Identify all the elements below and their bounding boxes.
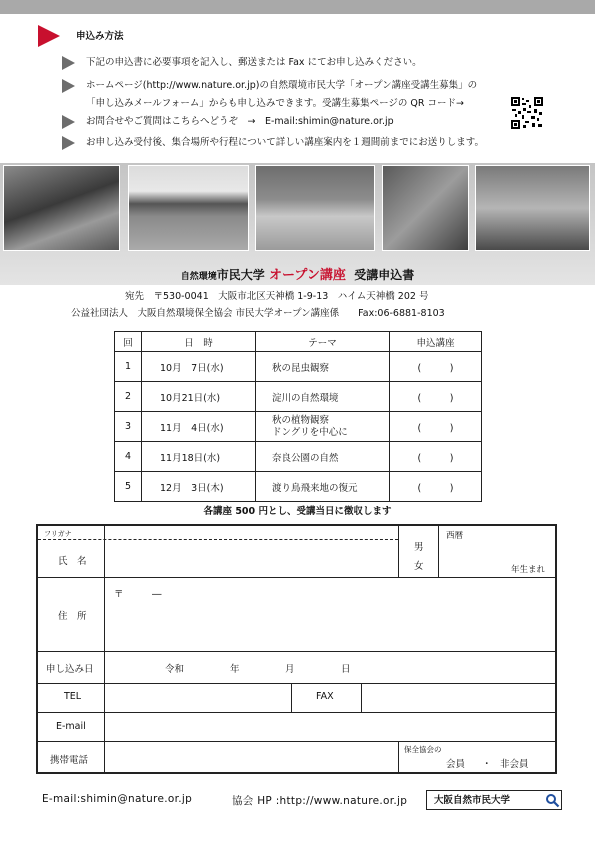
member-separator: ・	[482, 759, 492, 770]
instruction-line-5: お申し込み受付後、集合場所や行程について詳しい講座案内を１週間前までにお送りします。	[86, 137, 485, 148]
row-theme: 淀川の自然環境	[256, 382, 390, 412]
tel-field[interactable]	[105, 684, 290, 711]
table-row	[115, 442, 482, 472]
gender-male[interactable]: 男	[414, 542, 424, 553]
row-apply[interactable]: ( )	[390, 442, 482, 472]
mobile-field[interactable]	[105, 742, 397, 771]
email-field[interactable]	[105, 713, 554, 740]
top-bar	[0, 0, 595, 14]
red-triangle-icon	[38, 25, 60, 47]
title-prefix: 自然環境	[180, 272, 217, 282]
section-heading: 申込み方法	[76, 31, 124, 42]
name-field[interactable]	[105, 540, 397, 576]
instruction-line-1: 下記の申込書に必要事項を記入し、郵送または Fax にてお申し込みください。	[86, 57, 422, 68]
mobile-label: 携帯電話	[50, 755, 89, 766]
photo-bird-on-branch	[382, 165, 469, 251]
row-no: 5	[115, 472, 142, 502]
row-date: 10月 7日(水)	[142, 352, 256, 382]
email-label: E-mail	[56, 721, 86, 732]
photo-riverside-group	[128, 165, 249, 251]
month-label: 月	[285, 664, 295, 675]
row-apply[interactable]: ( )	[390, 382, 482, 412]
fax-field[interactable]	[362, 684, 554, 711]
search-icon[interactable]	[545, 793, 560, 808]
date-label: 申し込み日	[46, 664, 94, 675]
bullet-arrow-icon	[62, 56, 75, 70]
reiwa-label: 令和	[165, 664, 185, 675]
title-suffix: 受講申込書	[354, 268, 415, 282]
member-option[interactable]: 会員	[446, 759, 466, 770]
address-label: 住 所	[58, 611, 87, 622]
photo-ducks	[3, 165, 120, 251]
header-date: 日 時	[142, 332, 256, 352]
year-label: 年	[230, 664, 240, 675]
member-caption: 保全協会の	[404, 745, 442, 754]
schedule-header-row	[115, 332, 482, 352]
era-label: 西暦	[446, 531, 464, 541]
born-label: 年生まれ	[511, 565, 546, 575]
photo-park-group	[255, 165, 375, 251]
fee-note: 各講座 500 円とし、受講当日に徴収します	[203, 506, 392, 517]
row-theme: 奈良公園の自然	[256, 442, 390, 472]
instruction-line-3: 「申し込みメールフォーム」からも申し込みできます。受講生募集ページの QR コード→	[86, 98, 464, 109]
header-apply: 申込講座	[390, 332, 482, 352]
table-row	[115, 352, 482, 382]
row-no: 4	[115, 442, 142, 472]
title-highlight: オープン講座	[269, 268, 346, 283]
row-apply[interactable]: ( )	[390, 412, 482, 442]
title-main: 市民大学	[216, 268, 265, 282]
furigana-label: フリガナ	[44, 530, 72, 538]
row-no: 1	[115, 352, 142, 382]
row-date: 11月 4日(水)	[142, 412, 256, 442]
gender-female[interactable]: 女	[414, 561, 424, 572]
instruction-line-2[interactable]: ホームページ(http://www.nature.or.jp)の自然環境市民大学「オープン講座受講生募集」の	[86, 80, 478, 91]
footer-homepage[interactable]: 協会 HP :http://www.nature.or.jp	[232, 795, 408, 807]
footer-email[interactable]: E-mail:shimin@nature.or.jp	[42, 793, 193, 805]
bullet-arrow-icon	[62, 79, 75, 93]
address-line-2: 公益社団法人 大阪自然環境保全協会 市民大学オープン講座係 Fax:06-6881-8103	[71, 308, 445, 319]
row-date: 10月21日(水)	[142, 382, 256, 412]
instruction-line-4[interactable]: お問合せやご質問はこちらへどうぞ → E-mail:shimin@nature.or.jp	[86, 116, 394, 127]
row-no: 2	[115, 382, 142, 412]
row-date: 12月 3日(木)	[142, 472, 256, 502]
row-theme: 秋の植物観察 ドングリを中心に	[256, 412, 390, 442]
schedule-table	[114, 331, 482, 502]
qr-code-icon[interactable]	[510, 96, 544, 130]
form-title	[0, 264, 595, 283]
photo-forest-group	[475, 165, 590, 251]
search-box[interactable]	[426, 790, 562, 810]
application-form	[36, 524, 557, 774]
row-theme: 渡り鳥飛来地の復元	[256, 472, 390, 502]
header-theme: テーマ	[256, 332, 390, 352]
table-row	[115, 382, 482, 412]
bullet-arrow-icon	[62, 115, 75, 129]
day-label: 日	[341, 664, 351, 675]
fax-label: FAX	[316, 691, 334, 702]
row-date: 11月18日(水)	[142, 442, 256, 472]
tel-label: TEL	[64, 691, 82, 702]
furigana-field[interactable]	[105, 527, 397, 539]
nonmember-option[interactable]: 非会員	[500, 759, 529, 770]
header-no: 回	[115, 332, 142, 352]
row-apply[interactable]: ( )	[390, 472, 482, 502]
bullet-arrow-icon	[62, 136, 75, 150]
row-apply[interactable]: ( )	[390, 352, 482, 382]
table-row	[115, 472, 482, 502]
search-text: 大阪自然市民大学	[434, 795, 511, 806]
address-line-1: 宛先 〒530-0041 大阪市北区天神橋 1-9-13 ハイム天神橋 202 号	[125, 291, 429, 302]
row-theme: 秋の昆虫観察	[256, 352, 390, 382]
row-no: 3	[115, 412, 142, 442]
table-row	[115, 412, 482, 442]
postal-code-field[interactable]: 〒 ―	[114, 589, 162, 600]
name-label: 氏 名	[58, 556, 87, 567]
